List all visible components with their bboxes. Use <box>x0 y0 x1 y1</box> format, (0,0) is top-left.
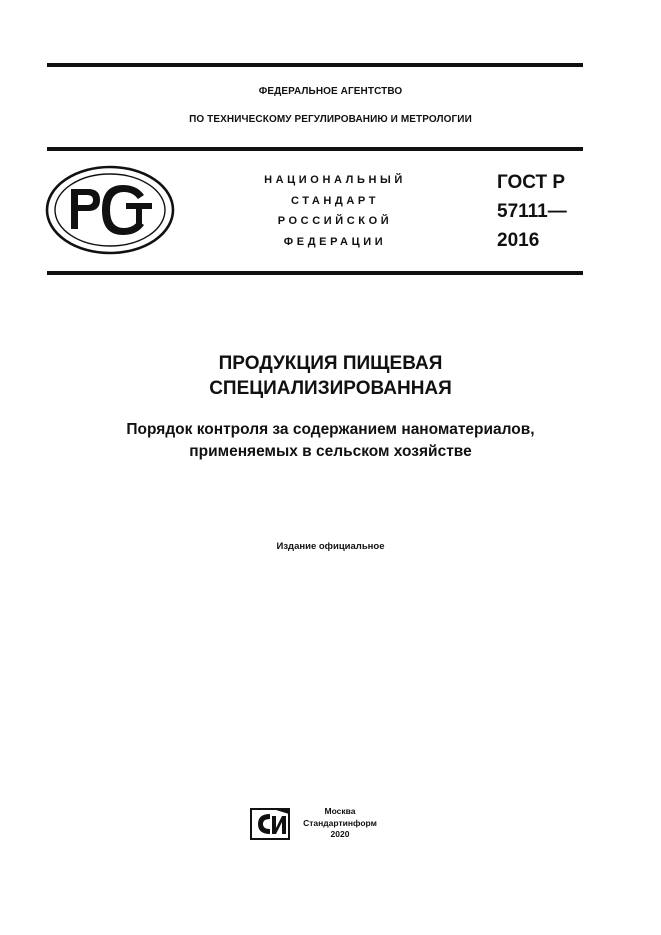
subtitle-line-1: Порядок контроля за содержанием наноматериалов, <box>126 421 535 438</box>
publisher-year: 2020 <box>330 829 350 839</box>
middle-rule <box>47 147 583 151</box>
publisher-city: Москва <box>324 806 356 816</box>
publisher-info <box>300 806 380 841</box>
publisher-logo-icon <box>250 808 290 840</box>
standard-designation <box>497 168 597 255</box>
rst-mark-icon <box>44 163 176 257</box>
publisher-name: Стандартинформ <box>303 817 377 828</box>
title-line-1: ПРОДУКЦИЯ ПИЩЕВАЯ <box>218 353 443 374</box>
designation-line-2: 57111— <box>497 201 567 222</box>
title-line-2: СПЕЦИАЛИЗИРОВАННАЯ <box>209 378 452 399</box>
standard-line-4: ФЕДЕРАЦИИ <box>283 235 387 248</box>
designation-line-3: 2016 <box>497 230 540 251</box>
document-subtitle <box>0 419 661 463</box>
top-rule <box>47 63 583 67</box>
edition-note: Издание официальное <box>276 541 385 552</box>
agency-line-1: ФЕДЕРАЛЬНОЕ АГЕНТСТВО <box>258 86 403 97</box>
subtitle-line-2: применяемых в сельском хозяйстве <box>189 443 472 460</box>
designation-line-1: ГОСТ Р <box>497 172 566 193</box>
agency-line-2: ПО ТЕХНИЧЕСКОМУ РЕГУЛИРОВАНИЮ И МЕТРОЛОГИИ <box>189 114 472 125</box>
bottom-rule <box>47 271 583 275</box>
standard-line-2: СТАНДАРТ <box>290 194 380 207</box>
document-title <box>0 351 661 401</box>
standard-line-3: РОССИЙСКОЙ <box>277 215 393 227</box>
standard-line-1: НАЦИОНАЛЬНЫЙ <box>264 174 406 186</box>
standard-type-block <box>230 170 440 252</box>
